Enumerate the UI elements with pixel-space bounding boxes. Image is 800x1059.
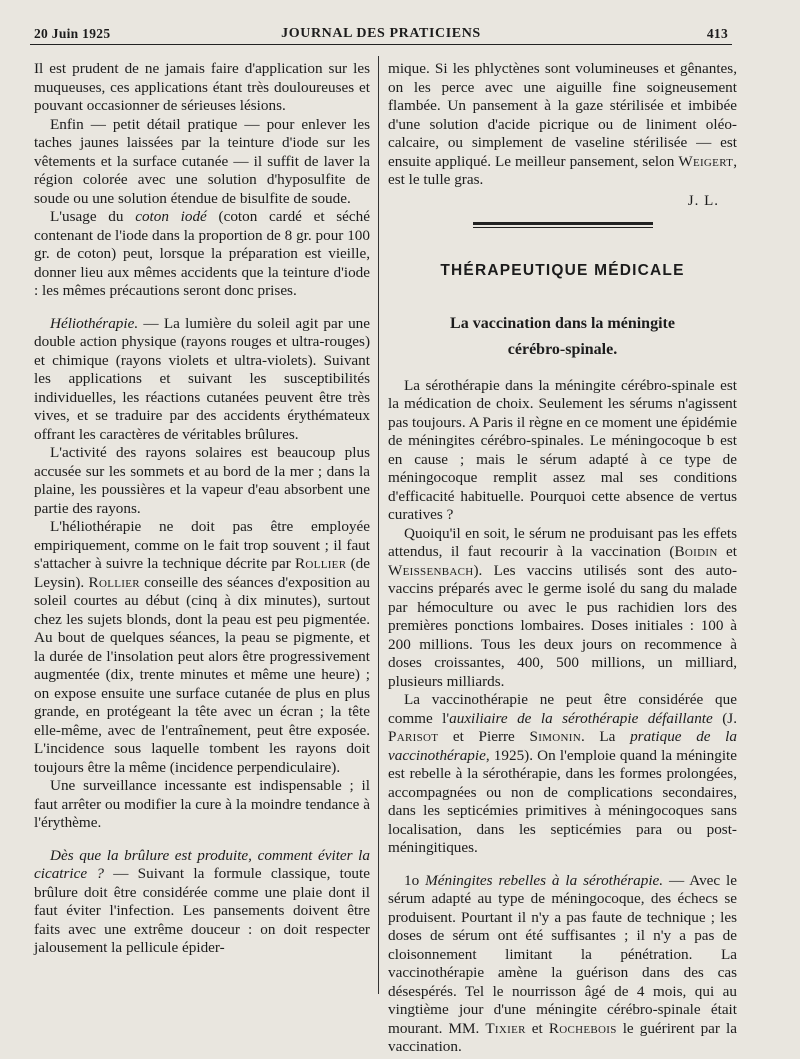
paragraph: Une surveillance incessante est indispensable ; il faut arrêter ou modifier la cure à la moindre tendance à l'érythème. xyxy=(34,777,370,831)
paragraph: L'héliothérapie ne doit pas être employée empiriquement, comme on le fait trop souvent ; il faut s'attacher à suivre la technique décrite par Rollier (de Leysin). Rollier conseille des séances d'exposition au soleil courtes au début (cinq à dix minutes), surtout chez les sujets blonds, dont la peau est peu pigmentée. Au bout de quelques séances, la peau se pigmente, et la durée de l'insolation peut alors être progressivement augmentée (dix, trente minutes et même une heure) ; on expose ensuite une surface cutanée de plus en plus grande, en protégeant la tête avec un écran ; la tête elle-même, avec de l'entraînement, peut être exposée. L'incidence sous laquelle tombent les rayons doit toujours être la même (incidence perpendiculaire). xyxy=(34,518,370,776)
subheading-italic: Héliothérapie. xyxy=(50,314,139,332)
section-title: THÉRAPEUTIQUE MÉDICALE xyxy=(440,262,685,279)
journal-title: JOURNAL DES PRATICIENS xyxy=(281,26,481,41)
term-italic: coton iodé xyxy=(135,208,207,225)
paragraph: La sérothérapie dans la méningite cérébro-spinale est la médication de choix. Seulement les sérums n'agissent pas toujours. A Paris il règne en ce moment une épidémie de méningites cérébro-spinales. Le méningocoque b est en cause ; mais le sérum adapté à ce type de méningocoque remplit assez mal ses conditions d'efficacité habituelle. Pourquoi cette absence de vertus curatives ? xyxy=(388,376,737,523)
paragraph: L'activité des rayons solaires est beaucoup plus accusée sur les sommets et au bord de la mer ; dans la plaine, les poussières et la vapeur d'eau absorbent une partie des rayons. xyxy=(34,444,370,517)
paragraph: Il est prudent de ne jamais faire d'application sur les muqueuses, ces applications étant très douloureuses et pouvant occasionner de sérieuses lésions. xyxy=(34,60,370,114)
paragraph: 1o Méningites rebelles à la sérothérapie. — Avec le sérum adapté au type de méningocoque, des échecs se produisent. Pourtant il n'y a pas faute de technique ; les doses de sérum ont été suffisantes ; il n'y a pas de cloisonnement limitant la pénétration. La vaccinothérapie amène la guérison dans des cas désespérés. Tel le nourrisson âgé de 4 mois, qui au vingtième jour d'une méningite cérébro-spinale était mourant. MM. Tixier et Rochebois le guérirent par la vaccination. xyxy=(388,871,738,1055)
paragraph: Enfin — petit détail pratique — pour enlever les taches jaunes laissées par la teinture d'iode sur les vêtements et la surface cutanée — il suffit de laver la région colorée avec une solution d'hyposulfite de soude ou une solution étendue de bisulfite de soude. xyxy=(34,115,370,207)
paragraph: L'usage du coton iodé (coton cardé et séché contenant de l'iode dans la proportion de 8 gr. pour 100 gr. de coton) peut, lorsque la préparation est vieille, donner lieu aux mêmes accidents que la teinture d'iode : les mêmes précautions seront donc prises. xyxy=(34,208,371,299)
column-divider xyxy=(378,56,379,994)
author-name: Weigert xyxy=(678,152,734,170)
right-column xyxy=(388,60,737,1057)
subheading-italic: Dès que la brûlure est produite, comment éviter la cicatrice ? xyxy=(34,846,370,882)
section-separator xyxy=(473,222,653,228)
author-name: Rollier xyxy=(295,555,347,572)
paragraph: Dès que la brûlure est produite, comment éviter la cicatrice ? — Suivant la formule classique, toute brûlure doit être considérée comme une plaie dont il faut éviter l'infection. Les pansements doivent être faits avec une extrême douceur : on doit respecter jalousement la pellicule épider- xyxy=(34,846,370,956)
paragraph: Héliothérapie. — La lumière du soleil agit par une double action physique (rayons rouges et ultra-rouges) et chimique (rayons violets et ultra-violets). Suivant les applications et suivant les susceptibilités individuelles, les réactions cutanées peuvent être très vives, et se traduire par des accidents érythémateux offrant les caractères de véritables brûlures. xyxy=(34,314,370,443)
paragraph: mique. Si les phlyctènes sont volumineuses et gênantes, on les perce avec une aiguille fine soigneusement flambée. Un pansement à la gaze stérilisée et imbibée d'une solution d'acide picrique ou de liniment oléo-calcaire, ou simplement de vaseline stérilisée — est ensuite appliqué. Le meilleur pansement, selon Weigert, est le tulle gras. xyxy=(388,60,737,188)
author-signature: J. L. xyxy=(687,192,719,209)
subheading-italic: Méningites rebelles à la sérothérapie. xyxy=(425,871,664,889)
author-name: Tixier xyxy=(485,1019,526,1037)
issue-date: 20 Juin 1925 xyxy=(34,26,111,41)
left-column xyxy=(34,60,370,958)
paragraph: La vaccinothérapie ne peut être considérée que comme l'auxiliaire de la sérothérapie défaillante (J. Parisot et Pierre Simonin. La pratique de la vaccinothérapie, 1925). On l'emploie quand la méningite est rebelle à la sérothérapie, dans les formes prolongées, accompagnées ou non de complications secondaires, dans les septicémies primitives à méningocoques sans localisation, dans les septicémies para ou post-méningitiques. xyxy=(388,691,737,856)
author-name: Rochebois xyxy=(548,1019,617,1037)
author-name: Rollier xyxy=(88,573,140,591)
author-name: Simonin xyxy=(529,728,581,745)
page-number: 413 xyxy=(706,26,728,41)
author-name: Boidin xyxy=(674,543,718,560)
header-rule xyxy=(30,44,732,45)
author-name: Weissenbach xyxy=(388,561,474,579)
paragraph: Quoiqu'il en soit, le sérum ne produisant pas les effets attendus, il faut recourir à la vaccination (Boidin et Weissenbach). Les vaccins utilisés sont des auto-vaccins préparés avec le germe isolé du sang du malade par hémoculture ou avec le pus rachidien lors des premières ponctions lombaires. Doses initiales : 100 à 200 millions. Tous les deux jours on recommence à doses croissantes, 400, 500 millions, un milliard, plusieurs milliards. xyxy=(388,524,737,690)
running-head xyxy=(34,26,728,44)
article-title: La vaccination dans la méningite cérébro-spinale. xyxy=(450,314,675,358)
author-name: Parisot xyxy=(388,728,439,745)
